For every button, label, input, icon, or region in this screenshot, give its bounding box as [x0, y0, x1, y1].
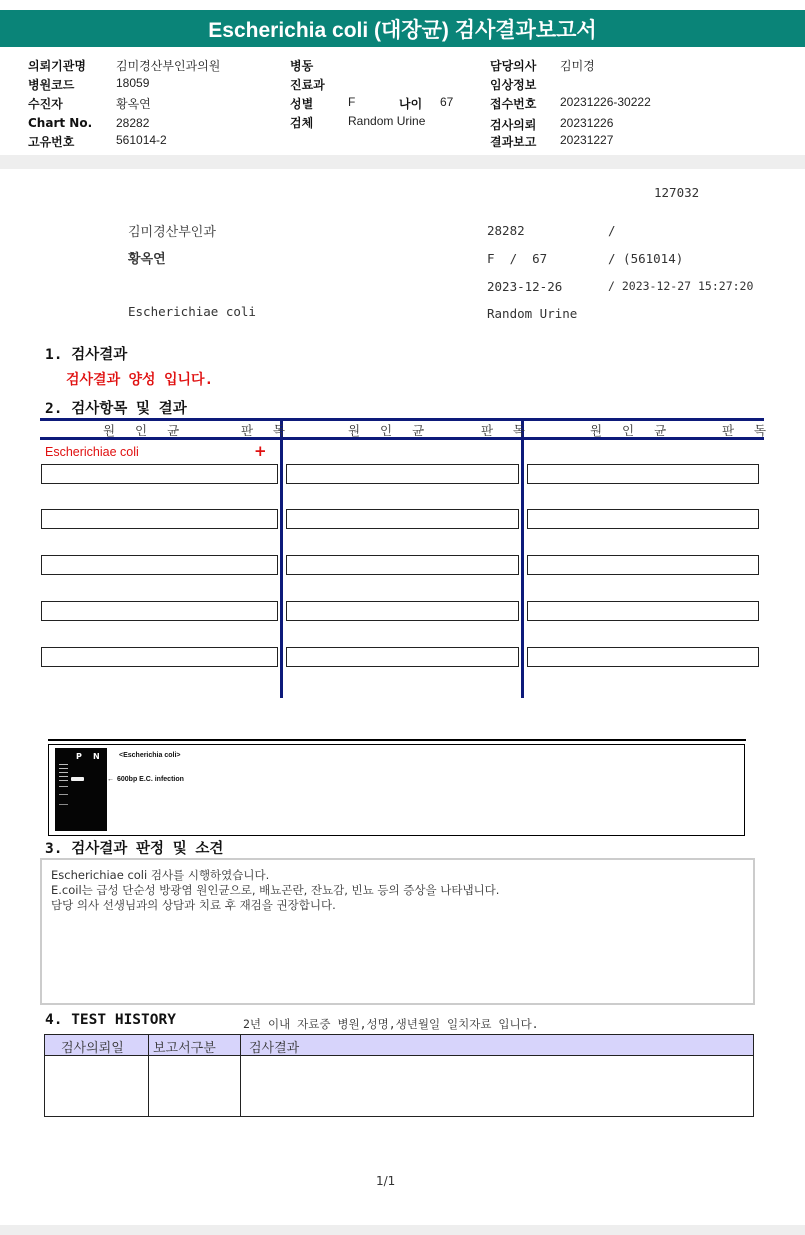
ladder-band	[59, 786, 68, 787]
accession-label: 접수번호	[490, 97, 537, 111]
ladder-band	[59, 780, 68, 781]
result-cell	[286, 509, 519, 529]
footer-divider	[0, 1225, 805, 1235]
result-cell	[286, 464, 519, 484]
ladder-band	[59, 794, 68, 795]
chart-no-label: Chart No.	[28, 116, 93, 130]
ward-label: 병동	[290, 59, 314, 73]
patient-label: 수진자	[28, 97, 63, 111]
ladder-band	[59, 776, 68, 777]
patient-value: 황옥연	[116, 97, 151, 111]
doctor-value: 김미경	[560, 59, 595, 73]
result-cell	[527, 601, 759, 621]
result-cell	[527, 464, 759, 484]
doctor-label: 담당의사	[490, 59, 537, 73]
test-history-table	[44, 1034, 754, 1117]
clinical-label: 임상정보	[490, 78, 537, 92]
ladder-band	[59, 764, 68, 765]
hospital-code-value: 18059	[116, 76, 150, 90]
specimen-value: Random Urine	[348, 114, 426, 128]
report-code: 127032	[654, 185, 700, 200]
col-header-judgment: 판 독	[722, 423, 775, 438]
result-cell	[286, 647, 519, 667]
result-cell	[41, 555, 278, 575]
info-sex-age: F / 67	[487, 251, 548, 266]
result-cell	[527, 555, 759, 575]
result-cell	[527, 509, 759, 529]
ladder-band	[59, 804, 68, 805]
history-note: 2년 이내 자료중 병원,성명,생년월일 일치자료 입니다.	[243, 1017, 539, 1031]
col-header-judgment: 판 독	[481, 423, 534, 438]
institution-label: 의뢰기관명	[28, 59, 86, 73]
info-test-name: Escherichiae coli	[128, 304, 256, 319]
header-divider	[0, 155, 805, 169]
specimen-label: 검체	[290, 116, 314, 130]
positive-band	[71, 777, 84, 781]
info-date: 2023-12-26	[487, 279, 563, 294]
gel-lane-p: P	[76, 752, 82, 761]
result-cell	[41, 601, 278, 621]
result-cell	[41, 509, 278, 529]
report-date-value: 20231227	[560, 133, 614, 147]
unique-no-label: 고유번호	[28, 135, 75, 149]
section2-title: 2. 검사항목 및 결과	[45, 401, 187, 417]
history-col-divider	[148, 1035, 149, 1116]
gel-top-rule	[48, 739, 746, 741]
result-cell	[286, 601, 519, 621]
info-chart: 28282	[487, 223, 525, 238]
age-value: 67	[440, 95, 454, 109]
hospital-code-label: 병원코드	[28, 78, 75, 92]
opinion-line: 담당 의사 선생님과의 상담과 치료 후 재검을 권장합니다.	[51, 898, 336, 912]
col-header-judgment: 판 독	[241, 423, 294, 438]
table-col-divider	[280, 418, 283, 698]
col-header-organism: 원 인 균	[590, 423, 675, 438]
info-slash: /	[608, 223, 616, 238]
department-label: 진료과	[290, 78, 325, 92]
request-date-label: 검사의뢰	[490, 118, 537, 132]
col-header-organism: 원 인 균	[103, 423, 188, 438]
opinion-line: Escherichiae coli 검사를 시행하였습니다.	[51, 868, 270, 882]
section3-title: 3. 검사결과 판정 및 소견	[45, 841, 224, 857]
info-datetime: / 2023-12-27 15:27:20	[608, 279, 754, 293]
opinion-line: E.coil는 급성 단순성 방광염 원인균으로, 배뇨곤란, 잔뇨감, 빈뇨 등의 증상을 나타냅니다.	[51, 883, 500, 897]
col-header-organism: 원 인 균	[348, 423, 433, 438]
info-institution: 김미경산부인과	[128, 225, 216, 240]
result-cell	[41, 464, 278, 484]
section4-title: 4. TEST HISTORY	[45, 1012, 176, 1028]
report-date-label: 결과보고	[490, 135, 537, 149]
judgment-positive: +	[254, 442, 267, 460]
history-col-result: 검사결과	[249, 1041, 300, 1056]
accession-value: 20231226-30222	[560, 95, 651, 109]
gel-image-box	[48, 744, 745, 836]
info-birth: / (561014)	[608, 251, 684, 266]
info-specimen: Random Urine	[487, 306, 578, 321]
history-col-report-type: 보고서구분	[153, 1041, 216, 1056]
result-cell	[527, 647, 759, 667]
page-number: 1/1	[376, 1174, 396, 1188]
history-header-row	[45, 1035, 753, 1056]
institution-value: 김미경산부인과의원	[116, 59, 221, 73]
sex-label: 성별	[290, 97, 314, 111]
chart-no-value: 28282	[116, 116, 150, 130]
request-date-value: 20231226	[560, 116, 614, 130]
unique-no-value: 561014-2	[116, 133, 167, 147]
gel-caption: <Escherichia coli>	[119, 752, 181, 759]
opinion-box	[40, 858, 755, 1005]
sex-value: F	[348, 95, 356, 109]
result-cell	[286, 555, 519, 575]
history-col-divider	[240, 1035, 241, 1116]
gel-lane-n: N	[93, 752, 100, 761]
report-title: Escherichia coli (대장균) 검사결과보고서	[0, 10, 805, 47]
positive-result: 검사결과 양성 입니다.	[66, 372, 214, 388]
ladder-band	[59, 768, 68, 769]
info-patient: 황옥연	[128, 252, 166, 267]
gel-band-label: 600bp E.C. infection	[117, 776, 184, 783]
table-col-divider	[521, 418, 524, 698]
age-label: 나이	[399, 97, 423, 111]
section1-title: 1. 검사결과	[45, 347, 128, 363]
ladder-band	[59, 772, 68, 773]
gel-arrow-icon: ←	[107, 776, 114, 783]
result-cell	[41, 647, 278, 667]
organism-name: Escherichiae coli	[45, 445, 139, 459]
gel-electrophoresis-image	[55, 748, 107, 831]
history-col-request-date: 검사의뢰일	[61, 1041, 124, 1056]
